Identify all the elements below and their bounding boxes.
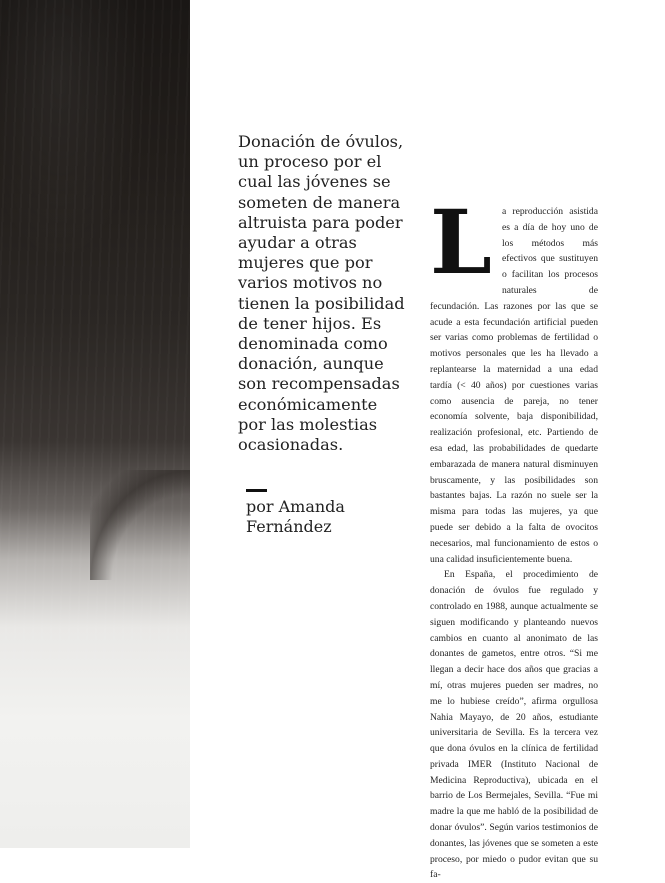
byline-dash (246, 489, 267, 492)
article-paragraph-1: a reproducción asistida es a día de hoy uno de los métodos más efectivos que sustituyen o facilitan los procesos naturales de fecundación. Las razones por las que se acude a esta fecundación artificial pueden ser varias como problemas de fertilidad o motivos personales que les ha llevado a replantearse la maternidad a una edad tardía (< 40 años) por cuestiones varias como ausencia de pareja, no tener economía solvente, baja disponibilidad, realización profesional, etc. Partiendo de esa edad, las probabilidades de quedarte embarazada de manera natural disminuyen bruscamente, y las posibilidades son bastantes bajas. La razón no suele ser la misma para todas las mujeres, ya que puede ser debido a la falta de ovocitos necesarios, mal funcionamiento de estos o una calidad insuficientemente buena. (430, 206, 598, 565)
byline: por Amanda Fernández (246, 497, 345, 536)
hair-shadow (90, 470, 190, 580)
drop-cap: L (430, 190, 492, 294)
hair-texture (0, 0, 190, 848)
article-intro: Donación de óvulos, un proceso por el cual las jóvenes se someten de manera altruista para poder ayudar a otras mujeres que por varios motivos no tienen la posibilidad de tener hijos. Es denominada como donación, aunque son recompensadas económicamente por las molestias ocasionadas. (238, 132, 405, 455)
portrait-photo (0, 0, 190, 848)
article-body (430, 190, 598, 881)
article-paragraph-2: En España, el procedimiento de donación de óvulos fue regulado y controlado en 1988, aunque actualmente se siguen modificando y planteando nuevos cambios en cuanto al anonimato de las donantes de gametos, entre otros. “Si me llegan a decir hace dos años que gracias a mí, otras mujeres pueden ser madres, no me lo hubiese creído”, afirma orgullosa Nahia Mayayo, de 20 años, estudiante universitaria de Sevilla. Es la tercera vez que dona óvulos en la clínica de fertilidad privada IMER (Instituto Nacional de Medicina Reproductiva), ubicada en el barrio de Los Bermejales, Sevilla. “Fue mi madre la que me habló de la posibilidad de donar óvulos”. Según varios testimonios de donantes, las jóvenes que se someten a este proceso, por miedo o pudor evitan que su fa- (430, 569, 598, 881)
